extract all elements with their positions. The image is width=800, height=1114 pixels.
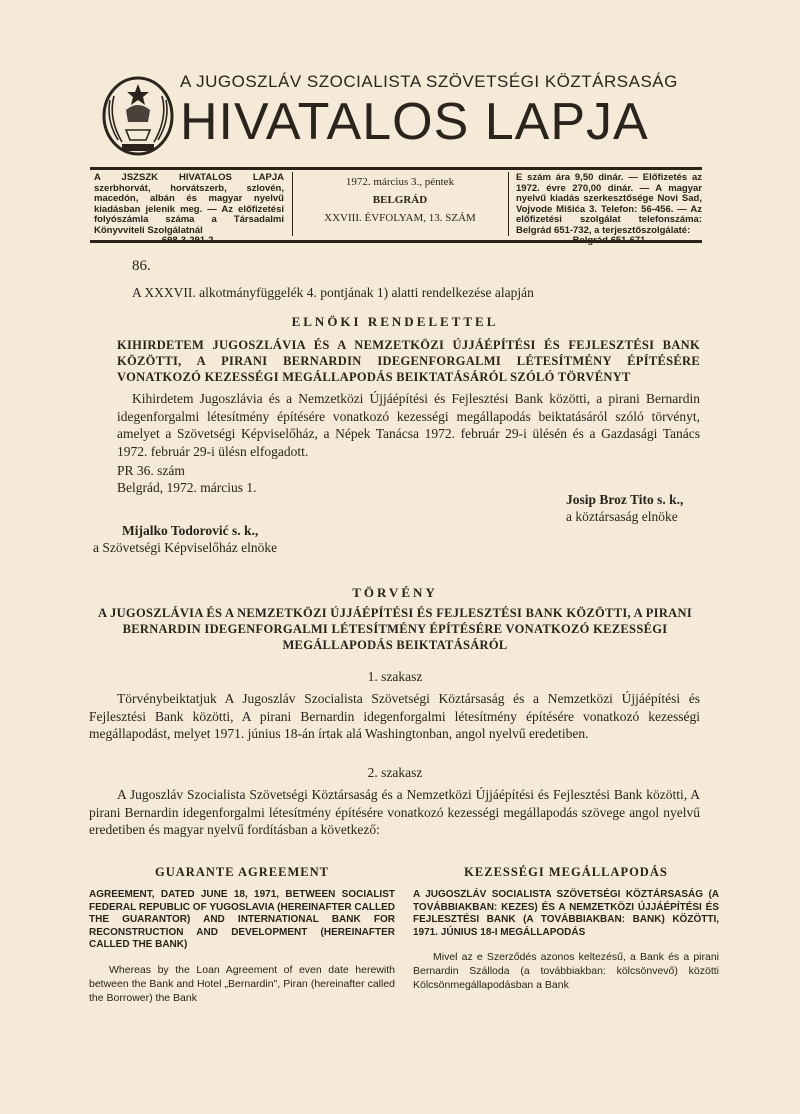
agreement-left-column [89,866,395,1005]
decree-intro: A XXXVII. alkotmányfüggelék 4. pontjának 1) alatti rendelkezése alapján [132,285,534,300]
header-title: HIVATALOS LAPJA [180,93,649,151]
header-left-info [94,173,284,247]
section1-text: Törvénybeiktatjuk A Jugoszláv Szocialista Szövetségi Köztársaság és a Nemzetközi Újjáépítési és Fejlesztési Bank közötti, A pirani Bernardin idegenforgalmi létesítmény építésére vonatkozó kezességi megállapodást, melyet 1971. június 18-án írtak alá Washingtonban, angol nyelvű eredetiben. [89,691,700,741]
section2-text: A Jugoszláv Szocialista Szövetségi Köztársaság és a Nemzetközi Újjáépítési és Fejlesztési Bank közötti, A pirani Bernardin idegenforgalmi létesítmény építésére vonatkozó kezességi megállapodás szövege angol nyelvű eredetiben és magyar nyelvű fordításban a következő: [89,787,700,837]
law-heading: A JUGOSZLÁVIA ÉS A NEMZETKÖZI ÚJJÁÉPÍTÉSI ÉS FEJLESZTÉSI BANK KÖZÖTTI, A PIRANI BERNARDIN IDEGENFORGALMI LÉTESÍTMÉNY ÉPÍTÉSÉRE VONATKOZÓ KEZESSÉGI MEGÁLLAPODÁS BEIKTATÁSÁRÓL [97,606,692,652]
header-divider-right [508,172,509,236]
signer2-title: a Szövetségi Képviselőház elnöke [93,540,278,555]
issue-date: 1972. március 3., péntek [345,176,455,188]
agreement-right-title: KEZESSÉGI MEGÁLLAPODÁS [464,865,668,879]
agreement-left-text: Whereas by the Loan Agreement of even date herewith between the Bank and Hotel „Bernardin", Piran (hereinafter called the Borrower) the Bank [89,963,395,1004]
agreement-left-title: GUARANTE AGREEMENT [155,865,329,879]
state-emblem-icon [96,70,180,160]
ref-number: PR 36. szám [117,463,185,478]
issue-place: BELGRÁD [372,194,428,206]
signer1-name: Josip Broz Tito s. k., [566,492,684,507]
header-rule-top [90,167,702,170]
header-right-info [516,173,702,247]
header-subtitle: A JUGOSZLÁV SZOCIALISTA SZÖVETSÉGI KÖZTÁRSASÁG [180,72,678,91]
header-middle-info [300,173,500,227]
decree-heading: KIHIRDETEM JUGOSZLÁVIA ÉS A NEMZETKÖZI ÚJJÁÉPÍTÉSI ÉS FEJLESZTÉSI BANK KÖZÖTTI, A PIRANI BERNARDIN IDEGENFORGALMI LÉTESÍTMÉNY ÉPÍTÉSÉRE VONATKOZÓ KEZESSÉGI MEGÁLLAPODÁS BEIKTATÁSÁRÓL SZÓLÓ TÖRVÉNYT [117,338,700,384]
ref-place-date: Belgrád, 1972. március 1. [117,480,257,495]
agreement-right-column [413,866,719,992]
subscription-info: A JSZSZK HIVATALOS LAPJA szerbhorvát, horvátszerb, szlovén, macedón, albán és magyar nyelvű kiadásban jelenik meg. — Az előfizetési folyószámla száma a Társadalmi Könyvviteli Szolgálatnál [94,172,284,236]
agreement-left-heading: AGREEMENT, DATED JUNE 18, 1971, BETWEEN SOCIALIST FEDERAL REPUBLIC OF YUGOSLAVIA (HEREINAFTER CALLED THE GUARANTOR) AND INTERNATIONAL BANK FOR RECONSTRUCTION AND DEVELOPMENT (HEREINAFTER CALLED THE BANK) [89,889,395,950]
header-divider-left [292,172,293,236]
decree-body: Kihirdetem Jugoszlávia és a Nemzetközi Újjáépítési és Fejlesztési Bank közötti, a pirani Bernardin idegenforgalmi létesítmény építésére vonatkozó kezességi megállapodás beiktatásáról szóló törvényt, amelyet a Szövetségi Képviselőház, a Népek Tanácsa 1972. február 29-i ülésén és a Gazdasági Tanács 1972. február 29-i ülésn elfogadott. [117,391,700,459]
agreement-right-heading: A JUGOSZLÁV SOCIALISTA SZÖVETSÉGI KÖZTÁRSASÁG (A TOVÁBBIAKBAN: KEZES) ÉS A NEMZETKÖZI ÚJJÁÉPÍTÉSI ÉS FEJLESZTÉSI BANK (A TOVÁBBIAKBAN: BANK) KÖZÖTTI, 1971. JÚNIUS 18-I MEGÁLLAPODÁS [413,889,719,938]
agreement-right-text: Mivel az e Szerződés azonos keltezésű, a Bank és a pirani Bernardin Szálloda (a továbbiakban: kölcsönvevő) közötti Kölcsönmegállapodásban a Bank [413,951,719,991]
price-info: E szám ára 9,50 dinár. — Előfizetés az 1972. évre 270,00 dinár. — A magyar nyelvű kiadás szerkesztősége Novi Sad, Vojvode Mišića 3. Telefon: 56-456. — Az előfizetési szolgálat telefonszáma: Belgrád 651-732, a terjesztőszolgálaté: [516,172,702,236]
law-title: TÖRVÉNY [352,585,438,600]
header-rule-bottom [90,240,702,243]
decree-title: ELNÖKI RENDELETTEL [291,314,499,329]
signer2-name: Mijalko Todorović s. k., [122,523,259,538]
signer1-title: a köztársaság elnöke [566,509,678,524]
decree-number: 86. [132,258,151,274]
section1-title: 1. szakasz [367,669,423,684]
section2-title: 2. szakasz [367,765,423,780]
issue-volume: XXVIII. ÉVFOLYAM, 13. SZÁM [324,212,476,224]
